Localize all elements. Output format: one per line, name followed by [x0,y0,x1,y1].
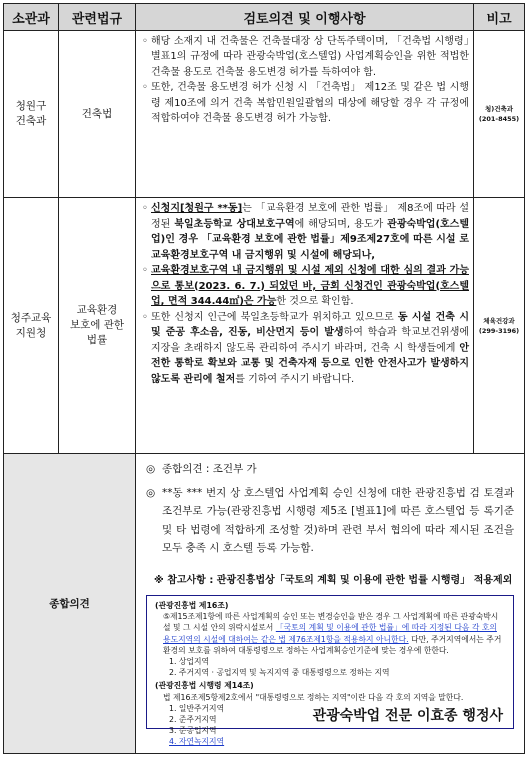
review-item: ◦ 교육환경보호구역 내 금지행위 및 시설 제외 신청에 대한 심의 결과 가능으로 통보(2023. 6. 7.) 되었던 바, 금회 신청건인 관광숙박업(호스텔업, 면적 344.44㎡)은 가능한 것으로 확인함. [142,265,469,307]
review-table [3,3,525,754]
review-cell [136,198,474,454]
summary-line: ◎ 종합의견 : 조건부 가 [146,463,257,475]
remark-cell: 체육건강과 (299-3196) [474,198,525,454]
summary-line: ◎ **동 *** 번지 상 호스텔업 사업계획 승인 신청에 대한 관광진흥법 검 토결과 조건부로 가능(관광진흥법 시행령 제5조 [별표1]에 따른 호스텔업 등 록기준 및 타 법령에 적합하게 조성할 것)하며 관련 부서 협의에 따라 제시된 조건을 모두 충족 시 호스텔 등록 가능함. [146,486,514,554]
review-cell [136,31,474,198]
review-item: ◦ 신청지[청원구 **동]는 「교육환경 보호에 관한 법률」 제8조에 따라 설정된 북일초등학교 상대보호구역에 해당되며, 용도가 관광숙박업(호스텔업)인 경우 「교육환경 보호에 관한 법률」제9조제27호에 따른 시설 로 교육환경보호구역 내 금지행위 및 시설에 해당되나, [142,203,470,261]
summary-cell [136,454,525,754]
review-item: ◦ 또한, 건축물 용도변경 허가 신청 시 「건축법」 제12조 및 같은 법 시행령 제10조에 의거 건축 복합민원일괄협의 대상에 해당할 경우 각 규정에 적합하여야 건축물 용도변경 허가 가능함. [142,82,469,125]
dept-cell: 청원구 건축과 [4,31,59,198]
header-law: 관련법규 [59,4,136,31]
header-dept: 소관과 [4,4,59,31]
author-caption: 관광숙박업 전문 이효종 행정사 [312,707,503,724]
legal-reference-box: (관광진흥법 제16조) ⑤제15조제1항에 따른 사업계획의 승인 또는 변경승인을 받은 경우 그 사업계획에 따른 관광숙박시설 및 그 시설 안의 위락시설로서 「국토의 계획 및 이용에 관한 법률」에 따라 지정된 다음 각 호의 용도지역의 시설에 대하여는 같은 법 제76조제1항을 적용하지 아니한다. 다만, 주거지역에서는 주거환경의 보호를 위하여 대통령령으로 정하는 사업계획승인기준에 맞는 경우에 한한다. 1. 상업지역 2. 주거지역 · 공업지역 및 녹지지역 중 대통령령으로 정하는 지역 (관광진흥법 시행령 제14조) 법 제16조제5항제2호에서 "대통령령으로 정하는 지역"이란 다음 각 호의 지역을 말한다. 1. 일반주거지역 2. 준주거지역 3. 준공업지역 4. 자연녹지지역 관광숙박업 전문 이효종 행정사 [146,595,514,729]
summary-label: 종합의견 [4,454,136,754]
header-row [4,4,525,31]
table-row [4,31,525,198]
table-row [4,198,525,454]
summary-row [4,454,525,754]
review-item: ◦ 또한 신청지 인근에 북일초등학교가 위치하고 있으므로 동 시설 건축 시 및 준공 후소음, 진동, 비산먼지 등이 발생하여 학습과 학교보건위생에 지장을 초래하지 않도록 관리하여 주시기 바라며, 건축 시 학생들에게 안전한 통학로 확보와 교통 및 건축자재 등으로 인한 안전사고가 발생하지 않도록 관리에 철저를 기하여 주시기 바랍니다. [142,311,470,385]
reference-note: ※ 참고사항 : 관광진흥법상「국토의 계획 및 이용에 관한 법률 시행령」 적용제외 [154,574,513,586]
remark-cell: 청)건축과 (201-8455) [474,31,525,198]
dept-cell: 청주교육 지원청 [4,198,59,454]
header-remark: 비고 [474,4,525,31]
header-review: 검토의견 및 이행사항 [136,4,474,31]
law-cell: 건축법 [59,31,136,198]
review-item: ◦ 해당 소재지 내 건축물은 건축물대장 상 단독주택이며, 「건축법 시행령」별표1의 규정에 따라 관광숙박업(호스텔업) 사업계획승인을 위한 적법한 건축물 용도로 건축물 용도변경 허가를 득하여야 함. [142,36,469,78]
law-cell: 교육환경 보호에 관한 법률 [59,198,136,454]
